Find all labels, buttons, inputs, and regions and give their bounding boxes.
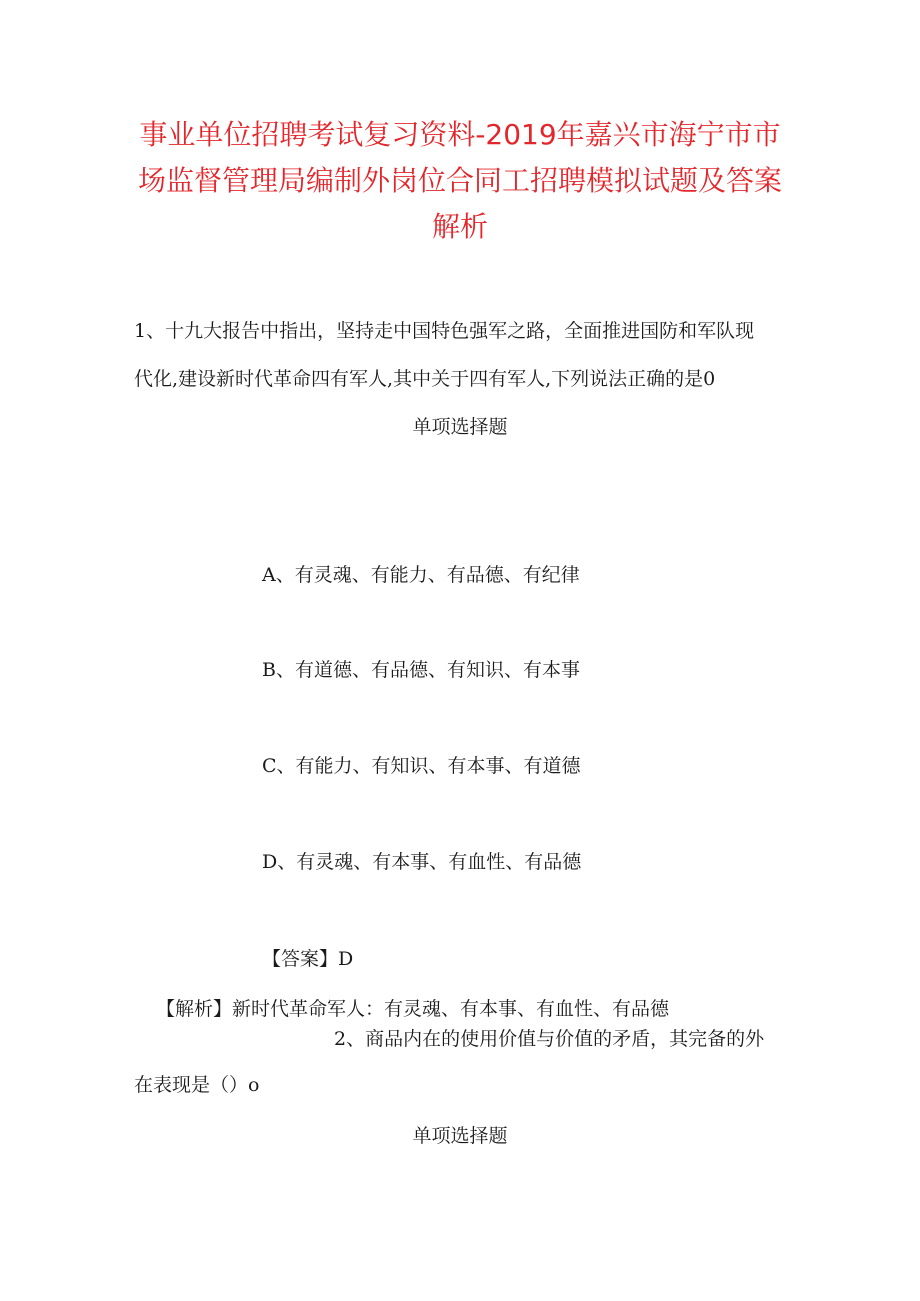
answer: 【答案】D: [262, 948, 354, 970]
question-2-text-line-2: 在表现是（）o: [134, 1074, 260, 1096]
option-c: C、有能力、有知识、有本事、有道德: [262, 755, 581, 777]
question-2-text-line-1: 2、商品内在的使用价值与价值的矛盾，其完备的外: [334, 1028, 765, 1050]
option-b: B、有道德、有品德、有知识、有本事: [262, 659, 580, 681]
title-line-3: 解析: [431, 210, 488, 243]
option-d: D、有灵魂、有本事、有血性、有品德: [262, 851, 582, 873]
option-a: A、有灵魂、有能力、有品德、有纪律: [262, 564, 580, 586]
title-line-1: 事业单位招聘考试复习资料-2019年嘉兴市海宁市市: [139, 118, 781, 151]
question-1-text-line-2: 代化,建设新时代革命四有军人,其中关于四有军人,下列说法正确的是0: [134, 368, 716, 390]
document-title: [120, 112, 800, 250]
analysis: 【解析】新时代革命军人：有灵魂、有本事、有血性、有品德: [156, 998, 670, 1020]
question-1-type: 单项选择题: [412, 416, 508, 438]
question-2-type: 单项选择题: [412, 1125, 508, 1147]
title-line-2: 场监督管理局编制外岗位合同工招聘模拟试题及答案: [137, 164, 782, 197]
question-1-text-line-1: 1、十九大报告中指出，坚持走中国特色强军之路，全面推进国防和军队现: [134, 320, 755, 342]
